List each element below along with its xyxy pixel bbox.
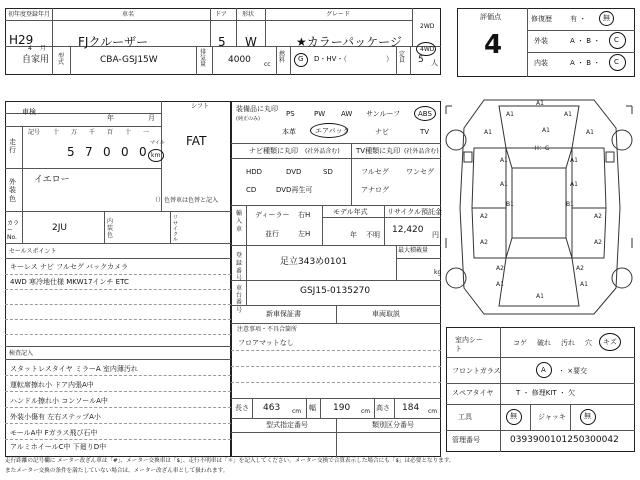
recycle-label: リサイクル	[173, 215, 179, 243]
diagram-mark: A1	[586, 129, 594, 136]
capacity-unit: 人	[431, 59, 438, 67]
exterior-side-label: 外装色	[9, 178, 16, 203]
divider	[5, 346, 231, 347]
import-label: 輸入車	[236, 210, 243, 233]
inspector-line: ハンドル擦れ小 コンソールA中	[10, 397, 108, 405]
height-unit: cm	[428, 408, 438, 415]
divider	[170, 211, 171, 243]
divider	[5, 243, 231, 244]
diagram-mark: A1	[536, 100, 544, 107]
divider	[412, 8, 413, 46]
divider	[196, 46, 197, 75]
ruled-line	[231, 350, 441, 351]
front-glass-selected: A	[541, 366, 546, 374]
mileage-digit: 5	[67, 145, 75, 159]
grade-label: グレード	[326, 11, 351, 18]
jack-label: ジャッキ	[538, 413, 566, 421]
model-year-unit: 年	[350, 231, 357, 239]
length-unit: cm	[292, 408, 302, 415]
divider	[322, 205, 323, 245]
unit-thousand: 千	[89, 129, 96, 136]
footer-note-1: 走行距離の記号欄に メーター改ざん車は「#」、メーター交換車は「$」、走行不明車は「＊」を記入してください。メーター交換で合算表示した場合にも「$」は必要となります。	[5, 458, 455, 464]
max-load-label: 最大積載量	[398, 247, 429, 254]
navi-note: (社外品含む)	[305, 148, 340, 155]
month-unit: 月	[40, 45, 47, 52]
divider	[246, 245, 247, 305]
divider	[236, 8, 237, 46]
unit-ten-thousand-ten: 十	[53, 129, 60, 136]
divider	[231, 245, 441, 246]
first-reg-label: 初年度登録年月	[8, 11, 51, 18]
repair-label: 修復歴	[531, 15, 552, 23]
spare-options: T ・ 修理KIT ・ 欠	[516, 389, 576, 397]
equip-abs: ABS	[418, 110, 432, 118]
seat-label: 室内シート	[455, 336, 483, 354]
yen-unit: 円	[432, 231, 439, 239]
footer-note-2: またメーター交換の条件を満たしていない場合は、メーター改ざん車として扱われます。	[5, 468, 229, 474]
import-left: 左H	[298, 230, 311, 238]
divider	[70, 46, 71, 75]
rating-value: 4	[484, 30, 503, 60]
car-name: FJクルーザー	[78, 35, 149, 49]
model-label: 型式	[58, 53, 65, 66]
inspection-year-unit: 年	[107, 114, 114, 122]
equip-aw: AW	[341, 110, 353, 118]
capacity-value: 5	[418, 55, 424, 65]
navi-cd: CD	[246, 186, 257, 194]
notes-label: 注意事項・不具合箇所	[237, 326, 298, 333]
navi-sd: SD	[323, 168, 333, 176]
interior-rating-options: A ・ B ・	[570, 59, 601, 67]
divider	[5, 258, 231, 259]
exterior-rating-selected: C	[614, 36, 619, 44]
diagram-mark: A2	[576, 265, 584, 272]
inspector-label: 検査記入	[9, 350, 34, 357]
equip-navi: ナビ	[375, 128, 389, 136]
tv-analog: アナログ	[361, 186, 389, 194]
displacement-label: 排気量	[200, 49, 207, 68]
kg-unit: kg	[434, 269, 442, 276]
mileage-symbol-label: 記号	[28, 129, 41, 136]
sales-point-line: キーレス ナビ フルセグ バックカメラ	[10, 263, 129, 271]
exterior-rating-label: 外装	[534, 37, 548, 45]
divider	[5, 359, 231, 360]
unit-ten: 十	[125, 129, 132, 136]
capacity-label: 定員	[399, 51, 406, 64]
roof-mark: H：G	[534, 145, 550, 152]
ruled-line	[5, 439, 231, 440]
control-label: 管理番号	[452, 436, 480, 444]
notes-line: フロアマットなし	[238, 339, 294, 347]
divider	[212, 46, 213, 75]
width-value: 190	[333, 403, 351, 413]
diagram-mark: A2	[480, 239, 488, 246]
length-value: 463	[263, 403, 281, 413]
drive-2wd: 2WD	[420, 23, 435, 30]
manual-label: 車両取説	[372, 310, 400, 318]
unit-ten-thousand: 万	[71, 129, 78, 136]
import-parallel: 並行	[265, 230, 279, 238]
divider	[336, 418, 337, 457]
tv-note: (社外品含む)	[404, 148, 439, 155]
seat-option-dirt: 汚れ	[561, 339, 575, 347]
front-glass-label: フロントガラス	[452, 367, 501, 375]
divider	[527, 8, 528, 77]
recycle-fee-label: リサイクル預託金	[387, 208, 443, 216]
diagram-mark: A2	[480, 213, 488, 220]
height-label: 高さ	[376, 404, 390, 412]
rating-label: 評価点	[480, 13, 501, 21]
exterior-color: イエロー	[34, 175, 70, 185]
unit-hundred: 百	[107, 129, 114, 136]
divider	[446, 383, 635, 384]
divider	[446, 357, 635, 358]
ruled-line	[5, 274, 231, 275]
diagram-mark: A1	[570, 181, 578, 188]
divider	[290, 46, 291, 75]
divider	[265, 8, 266, 46]
equip-pw: PW	[314, 110, 326, 118]
divider	[22, 168, 23, 211]
divider	[22, 126, 23, 168]
tools-label: 工具	[458, 413, 472, 421]
divider	[320, 398, 321, 418]
registration-value: 足立343め0101	[280, 257, 348, 267]
inspector-line: スタットレスタイヤ ミラーA 室内薄汚れ	[10, 365, 138, 373]
mileage-digit: 7	[85, 145, 93, 159]
inspector-line: 運転席擦れ小 ドア内張A中	[10, 381, 94, 389]
divider	[104, 211, 105, 243]
model-year-label: モデル年式	[333, 208, 368, 216]
tools-value: 無	[510, 412, 517, 420]
divider	[530, 404, 531, 430]
divider	[52, 46, 53, 75]
divider	[231, 432, 441, 433]
import-dealer: ディーラー	[255, 211, 290, 219]
diagram-mark: A1	[500, 157, 508, 164]
sales-point-line: 4WD 寒冷地仕様 MKW17インチ ETC	[10, 278, 129, 286]
model-value: CBA-GSJ15W	[100, 55, 158, 65]
divider	[5, 211, 231, 212]
divider	[396, 46, 397, 75]
tv-oneseg: ワンセグ	[406, 168, 434, 176]
equip-ps: PS	[286, 110, 295, 118]
inspection-label: 車検	[22, 108, 36, 116]
car-damage-diagram	[444, 88, 638, 326]
divider	[336, 305, 337, 323]
diagram-mark: A1	[506, 111, 514, 118]
navi-dvd: DVD	[286, 168, 302, 176]
fuel-g: G	[298, 55, 304, 63]
inspector-line: アルミホイールC中 下廻りD中	[10, 443, 107, 451]
fuel-rest: D・HV・（	[314, 55, 347, 63]
diagram-mark: A1	[496, 281, 504, 288]
color-change-note: （）色替車は色替と記入	[152, 197, 219, 204]
navi-dvd-play: DVD再生可	[276, 186, 313, 194]
divider	[410, 46, 411, 75]
inspector-line: 外装小傷有 左右ステップA小	[10, 413, 101, 421]
mileage-digit: 0	[139, 145, 147, 159]
divider	[5, 168, 161, 169]
control-value: 0393900101250300042	[510, 435, 619, 445]
shift-label: シフト	[191, 103, 210, 110]
exterior-rating-options: A ・ B ・	[570, 37, 601, 45]
ruled-line	[5, 375, 231, 376]
recycle-fee-value: 12,420	[392, 225, 424, 235]
equipment-subtitle: (純正のみ)	[236, 116, 260, 122]
length-label: 長さ	[235, 404, 249, 412]
mile-label: マイル	[150, 140, 165, 146]
diagram-mark: A2	[594, 239, 602, 246]
diagram-mark: A1	[570, 157, 578, 164]
divider	[231, 398, 441, 399]
drive-4wd: 4WD	[420, 46, 435, 53]
divider	[276, 46, 277, 75]
first-reg-month: 4	[28, 45, 32, 52]
height-value: 184	[402, 403, 420, 413]
divider	[22, 211, 23, 243]
fuel-label: 燃料	[279, 51, 286, 64]
shape-label: 形状	[242, 11, 255, 18]
diagram-mark: A1	[500, 181, 508, 188]
shape-value: W	[245, 35, 257, 49]
repair-selected: 無	[603, 14, 610, 22]
diagram-mark: A2	[496, 265, 504, 272]
divider	[527, 30, 635, 31]
divider	[322, 217, 441, 218]
sales-point-label: セールスポイント	[9, 248, 57, 255]
divider	[252, 398, 253, 418]
diagram-mark: B1	[566, 201, 574, 208]
grade-value: ★カラーパッケージ	[296, 35, 402, 49]
diagram-mark: A1	[536, 293, 544, 300]
width-unit: cm	[361, 408, 371, 415]
ruled-line	[231, 366, 441, 367]
divider	[246, 205, 247, 245]
fuel-close: ）	[386, 55, 393, 63]
diagram-mark: A1	[484, 129, 492, 136]
divider	[446, 430, 635, 431]
frame-value: GSJ15-0135270	[300, 286, 371, 296]
mileage-digit: 0	[121, 145, 129, 159]
front-glass-rest: ・ ×要交	[558, 367, 588, 375]
model-designation-label: 型式指定番号	[266, 421, 308, 429]
inspector-line: モールA中 Fガラス飛び石中	[10, 429, 98, 437]
divider	[396, 245, 397, 280]
navi-title: ナビ種類に丸印	[249, 147, 298, 155]
ruled-line	[5, 304, 231, 305]
equip-leather: 本革	[282, 128, 296, 136]
diagram-mark: A1	[580, 281, 588, 288]
divider	[231, 205, 441, 206]
jack-value: 無	[584, 412, 591, 420]
cc-unit: cc	[264, 61, 271, 68]
divider	[5, 126, 161, 127]
divider	[570, 404, 571, 430]
diagram-mark: A1	[564, 111, 572, 118]
ruled-line	[5, 319, 231, 320]
divider	[231, 323, 441, 324]
divider	[231, 158, 441, 159]
repair-options: 有 ・	[570, 15, 587, 23]
tv-fullseg: フルセグ	[361, 168, 389, 176]
color-no-value: 2JU	[52, 223, 67, 233]
diagram-mark: A1	[542, 127, 550, 134]
diagram-mark: A2	[594, 213, 602, 220]
width-label: 幅	[309, 404, 316, 412]
divider	[527, 52, 635, 53]
divider	[374, 398, 375, 418]
unit-one: 一	[143, 129, 150, 136]
registration-label: 登録番号	[236, 252, 243, 283]
interior-rating-selected: C	[614, 58, 619, 66]
interior-color-label: 内装色	[107, 218, 114, 240]
ruled-line	[231, 382, 441, 383]
class-number-label: 類別区分番号	[372, 421, 414, 429]
divider	[231, 280, 441, 281]
diagram-mark: B1	[506, 201, 514, 208]
spare-label: スペアタイヤ	[452, 389, 494, 397]
equip-tv: TV	[420, 128, 430, 136]
divider	[396, 258, 441, 259]
divider	[394, 398, 395, 418]
mileage-side-label: 走行	[9, 138, 16, 155]
ruled-line	[5, 391, 231, 392]
model-year-unknown: 不明	[366, 231, 380, 239]
equipment-title: 装備品に丸印	[236, 105, 278, 113]
divider	[231, 143, 441, 144]
mileage-digit: 0	[103, 145, 111, 159]
divider	[5, 20, 412, 21]
warranty-label: 新車保証書	[266, 310, 301, 318]
ruled-line	[5, 334, 231, 335]
equip-airbag: エアバック	[315, 127, 350, 135]
seat-option-burn: コゲ	[513, 339, 527, 347]
ruled-line	[5, 407, 231, 408]
ruled-line	[5, 289, 231, 290]
doors-value: 5	[218, 35, 226, 49]
shift-value: FAT	[186, 134, 207, 148]
frame-label: 車台番号	[236, 285, 243, 314]
interior-rating-label: 内装	[534, 59, 548, 67]
seat-option-tear: 破れ	[537, 339, 551, 347]
km-label: km	[151, 152, 161, 159]
tv-title: TV種類に丸印	[356, 147, 401, 155]
seat-option-hole: 穴	[585, 339, 592, 347]
color-no-label: カラーNo.	[7, 220, 20, 242]
import-right: 右H	[298, 211, 311, 219]
divider	[351, 143, 352, 205]
ruled-line	[5, 423, 231, 424]
usage-value: 自家用	[22, 55, 50, 65]
seat-selected: キズ	[603, 338, 617, 346]
divider	[500, 327, 501, 452]
name-label: 車名	[122, 11, 135, 18]
navi-hdd: HDD	[246, 168, 263, 176]
doors-label: ドア	[215, 11, 227, 18]
displacement-value: 4000	[228, 55, 251, 65]
inspection-month-unit: 月	[148, 114, 155, 122]
divider	[210, 8, 211, 46]
divider	[306, 398, 307, 418]
first-reg-year: H29	[9, 33, 34, 47]
equip-sunroof: サンルーフ	[366, 110, 401, 118]
divider	[384, 205, 385, 245]
divider	[446, 404, 635, 405]
